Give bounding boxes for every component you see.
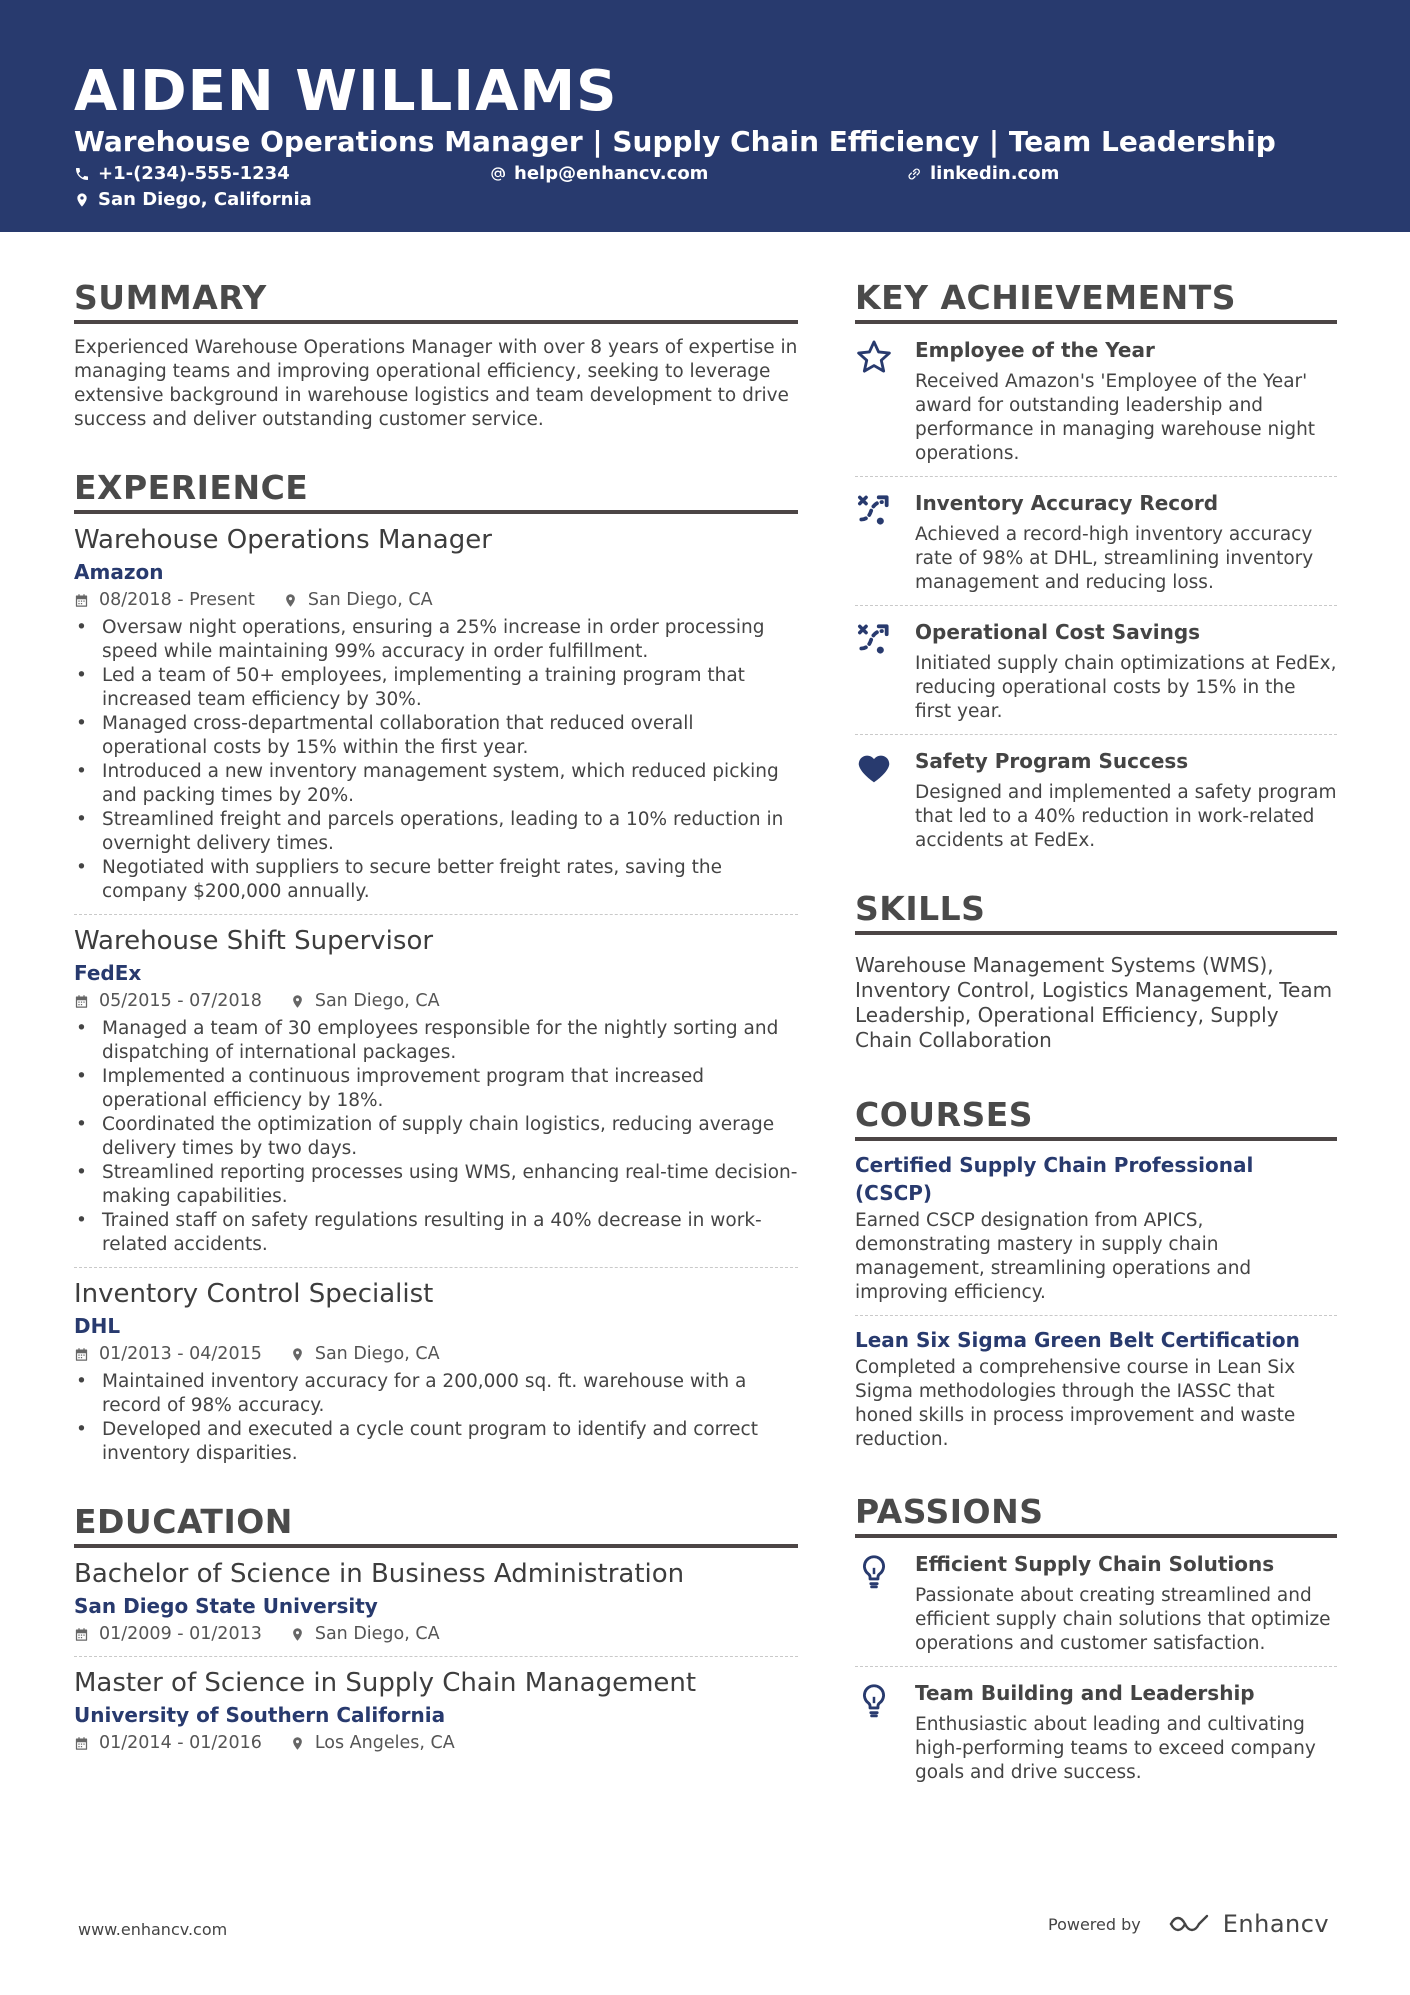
- footer-website[interactable]: www.enhancv.com: [78, 1920, 228, 1939]
- achievement-title: Safety Program Success: [915, 749, 1189, 773]
- bullet-item: • Managed cross-departmental collaboration that reduced overall operational costs by 15% within the first year.: [74, 712, 798, 760]
- job-bullets: [74, 1370, 798, 1466]
- job-meta: [74, 1342, 798, 1366]
- achievement-item: [855, 735, 1337, 863]
- job-meta: [74, 989, 798, 1013]
- divider: [74, 1656, 798, 1657]
- passion-desc: Passionate about creating streamlined and efficient supply chain solutions that optimize operations and customer satisfaction.: [915, 1585, 1331, 1654]
- company-name: Amazon: [74, 560, 164, 584]
- achievement-desc: Achieved a record-high inventory accuracy rate of 98% at DHL, streamlining inventory management and reducing loss.: [915, 524, 1314, 593]
- courses-heading: COURSES: [855, 1097, 1337, 1141]
- calendar-icon: [74, 1627, 89, 1642]
- achievement-title: Employee of the Year: [915, 338, 1155, 362]
- contact-location: [74, 189, 312, 210]
- contact-email[interactable]: [490, 163, 708, 184]
- right-column: [855, 280, 1337, 1795]
- bullet-item: • Maintained inventory accuracy for a 200,000 sq. ft. warehouse with a record of 98% accuracy.: [74, 1370, 798, 1418]
- linkedin-text: linkedin.com: [930, 163, 1060, 184]
- achievement-item: [855, 477, 1337, 605]
- link-icon: [906, 166, 922, 182]
- job-location: San Diego, CA: [314, 1344, 440, 1364]
- education-meta: [74, 1731, 798, 1755]
- achievement-desc: Initiated supply chain optimizations at FedEx, reducing operational costs by 15% in the first year.: [915, 653, 1337, 722]
- job-bullets: [74, 616, 798, 904]
- calendar-icon: [74, 1736, 89, 1751]
- experience-entry: [74, 1278, 798, 1466]
- bullet-item: • Implemented a continuous improvement program that increased operational efficiency by 18%.: [74, 1065, 798, 1113]
- experience-entry: [74, 925, 798, 1268]
- route-icon: [855, 620, 893, 658]
- job-dates: 05/2015 - 07/2018: [99, 991, 262, 1011]
- resume-header: [0, 0, 1410, 232]
- phone-icon: [74, 166, 90, 182]
- location-text: San Diego, California: [98, 189, 312, 210]
- skills-text: Warehouse Management Systems (WMS), Inventory Control, Logistics Management, Team Leadership, Operational Efficiency, Supply Chain Collaboration: [855, 953, 1333, 1052]
- achievement-item: [855, 606, 1337, 734]
- passion-desc: Enthusiastic about leading and cultivating high-performing teams to exceed company goals and drive success.: [915, 1714, 1316, 1783]
- lightbulb-icon: [855, 1552, 893, 1590]
- bullet-item: • Managed a team of 30 employees responsible for the nightly sorting and dispatching of international packages.: [74, 1017, 798, 1065]
- location-pin-icon: [290, 994, 305, 1009]
- school-name: San Diego State University: [74, 1594, 378, 1618]
- education-meta: [74, 1622, 798, 1646]
- passion-item: [855, 1667, 1337, 1795]
- education-entry: [74, 1558, 798, 1657]
- phone-text: +1-(234)-555-1234: [98, 163, 290, 184]
- degree-title: Master of Science in Supply Chain Management: [74, 1668, 697, 1698]
- job-title: Warehouse Shift Supervisor: [74, 926, 434, 956]
- calendar-icon: [74, 593, 89, 608]
- education-dates: 01/2009 - 01/2013: [99, 1624, 262, 1644]
- location-pin-icon: [290, 1627, 305, 1642]
- experience-heading: EXPERIENCE: [74, 470, 798, 514]
- school-name: University of Southern California: [74, 1703, 446, 1727]
- bullet-item: • Trained staff on safety regulations resulting in a 40% decrease in work-related accidents.: [74, 1209, 798, 1257]
- experience-entry: [74, 524, 798, 915]
- course-item: [855, 1151, 1337, 1316]
- passions-heading: PASSIONS: [855, 1494, 1337, 1538]
- bullet-item: • Streamlined reporting processes using WMS, enhancing real-time decision-making capabilities.: [74, 1161, 798, 1209]
- achievement-desc: Received Amazon's 'Employee of the Year' award for outstanding leadership and performance in managing warehouse night operations.: [915, 371, 1316, 464]
- bullet-item: • Negotiated with suppliers to secure better freight rates, saving the company $200,000 annually.: [74, 856, 798, 904]
- degree-title: Bachelor of Science in Business Administration: [74, 1559, 685, 1589]
- location-pin-icon: [290, 1347, 305, 1362]
- enhancv-logo-icon: [1167, 1912, 1213, 1936]
- contact-phone[interactable]: [74, 163, 290, 184]
- job-title: Inventory Control Specialist: [74, 1279, 434, 1309]
- education-dates: 01/2014 - 01/2016: [99, 1733, 262, 1753]
- job-meta: [74, 588, 798, 612]
- brand-name: Enhancv: [1222, 1910, 1330, 1938]
- course-title: Lean Six Sigma Green Belt Certification: [855, 1328, 1300, 1352]
- course-title: Certified Supply Chain Professional (CSCP): [855, 1153, 1254, 1205]
- job-location: San Diego, CA: [314, 991, 440, 1011]
- bullet-item: • Coordinated the optimization of supply chain logistics, reducing average delivery times by two days.: [74, 1113, 798, 1161]
- course-item: [855, 1326, 1337, 1452]
- education-location: San Diego, CA: [314, 1624, 440, 1644]
- divider: [74, 914, 798, 915]
- skills-heading: SKILLS: [855, 891, 1337, 935]
- contact-linkedin[interactable]: [906, 163, 1059, 184]
- route-icon: [855, 491, 893, 529]
- education-location: Los Angeles, CA: [314, 1733, 455, 1753]
- bullet-item: • Streamlined freight and parcels operations, leading to a 10% reduction in overnight delivery times.: [74, 808, 798, 856]
- education-heading: EDUCATION: [74, 1504, 798, 1548]
- achievement-title: Operational Cost Savings: [915, 620, 1201, 644]
- job-location: San Diego, CA: [307, 590, 433, 610]
- bullet-item: • Developed and executed a cycle count program to identify and correct inventory disparities.: [74, 1418, 798, 1466]
- location-pin-icon: [283, 593, 298, 608]
- course-desc: Earned CSCP designation from APICS, demonstrating mastery in supply chain management, streamlining operations and improving efficiency.: [855, 1210, 1252, 1303]
- job-dates: 08/2018 - Present: [99, 590, 255, 610]
- course-desc: Completed a comprehensive course in Lean Six Sigma methodologies through the IASSC that honed skills in process improvement and waste reduction.: [855, 1357, 1296, 1450]
- company-name: DHL: [74, 1314, 121, 1338]
- job-bullets: [74, 1017, 798, 1257]
- divider: [74, 1267, 798, 1268]
- powered-by-text: Powered by: [1048, 1914, 1141, 1934]
- calendar-icon: [74, 994, 89, 1009]
- heart-icon: [855, 749, 893, 787]
- left-column: [74, 280, 798, 1755]
- education-entry: [74, 1667, 798, 1755]
- footer-branding[interactable]: [1048, 1910, 1329, 1938]
- lightbulb-icon: [855, 1681, 893, 1719]
- email-text: help@enhancv.com: [514, 163, 709, 184]
- job-title: Warehouse Operations Manager: [74, 525, 492, 555]
- calendar-icon: [74, 1347, 89, 1362]
- achievement-item: [855, 324, 1337, 476]
- location-pin-icon: [290, 1736, 305, 1751]
- achievement-desc: Designed and implemented a safety program that led to a 40% reduction in work-related accidents at FedEx.: [915, 782, 1337, 851]
- achievement-title: Inventory Accuracy Record: [915, 491, 1219, 515]
- bullet-item: • Led a team of 50+ employees, implementing a training program that increased team efficiency by 30%.: [74, 664, 798, 712]
- job-dates: 01/2013 - 04/2015: [99, 1344, 262, 1364]
- divider: [855, 1315, 1337, 1316]
- summary-text: Experienced Warehouse Operations Manager with over 8 years of expertise in managing teams and improving operational efficiency, seeking to leverage extensive background in warehouse logistics and team development to drive success and deliver outstanding customer service.: [74, 337, 798, 430]
- passion-title: Efficient Supply Chain Solutions: [915, 1552, 1275, 1576]
- at-icon: [490, 166, 506, 182]
- bullet-item: • Introduced a new inventory management system, which reduced picking and packing times by 20%.: [74, 760, 798, 808]
- star-icon: [855, 338, 893, 376]
- candidate-name: AIDEN WILLIAMS: [74, 59, 618, 124]
- company-name: FedEx: [74, 961, 142, 985]
- bullet-item: • Oversaw night operations, ensuring a 25% increase in order processing speed while maintaining 99% accuracy in order fulfillment.: [74, 616, 798, 664]
- candidate-headline: Warehouse Operations Manager | Supply Chain Efficiency | Team Leadership: [74, 125, 1276, 158]
- passion-title: Team Building and Leadership: [915, 1681, 1255, 1705]
- passion-item: [855, 1538, 1337, 1666]
- summary-heading: SUMMARY: [74, 280, 798, 324]
- achievements-heading: KEY ACHIEVEMENTS: [855, 280, 1337, 324]
- location-pin-icon: [74, 192, 90, 208]
